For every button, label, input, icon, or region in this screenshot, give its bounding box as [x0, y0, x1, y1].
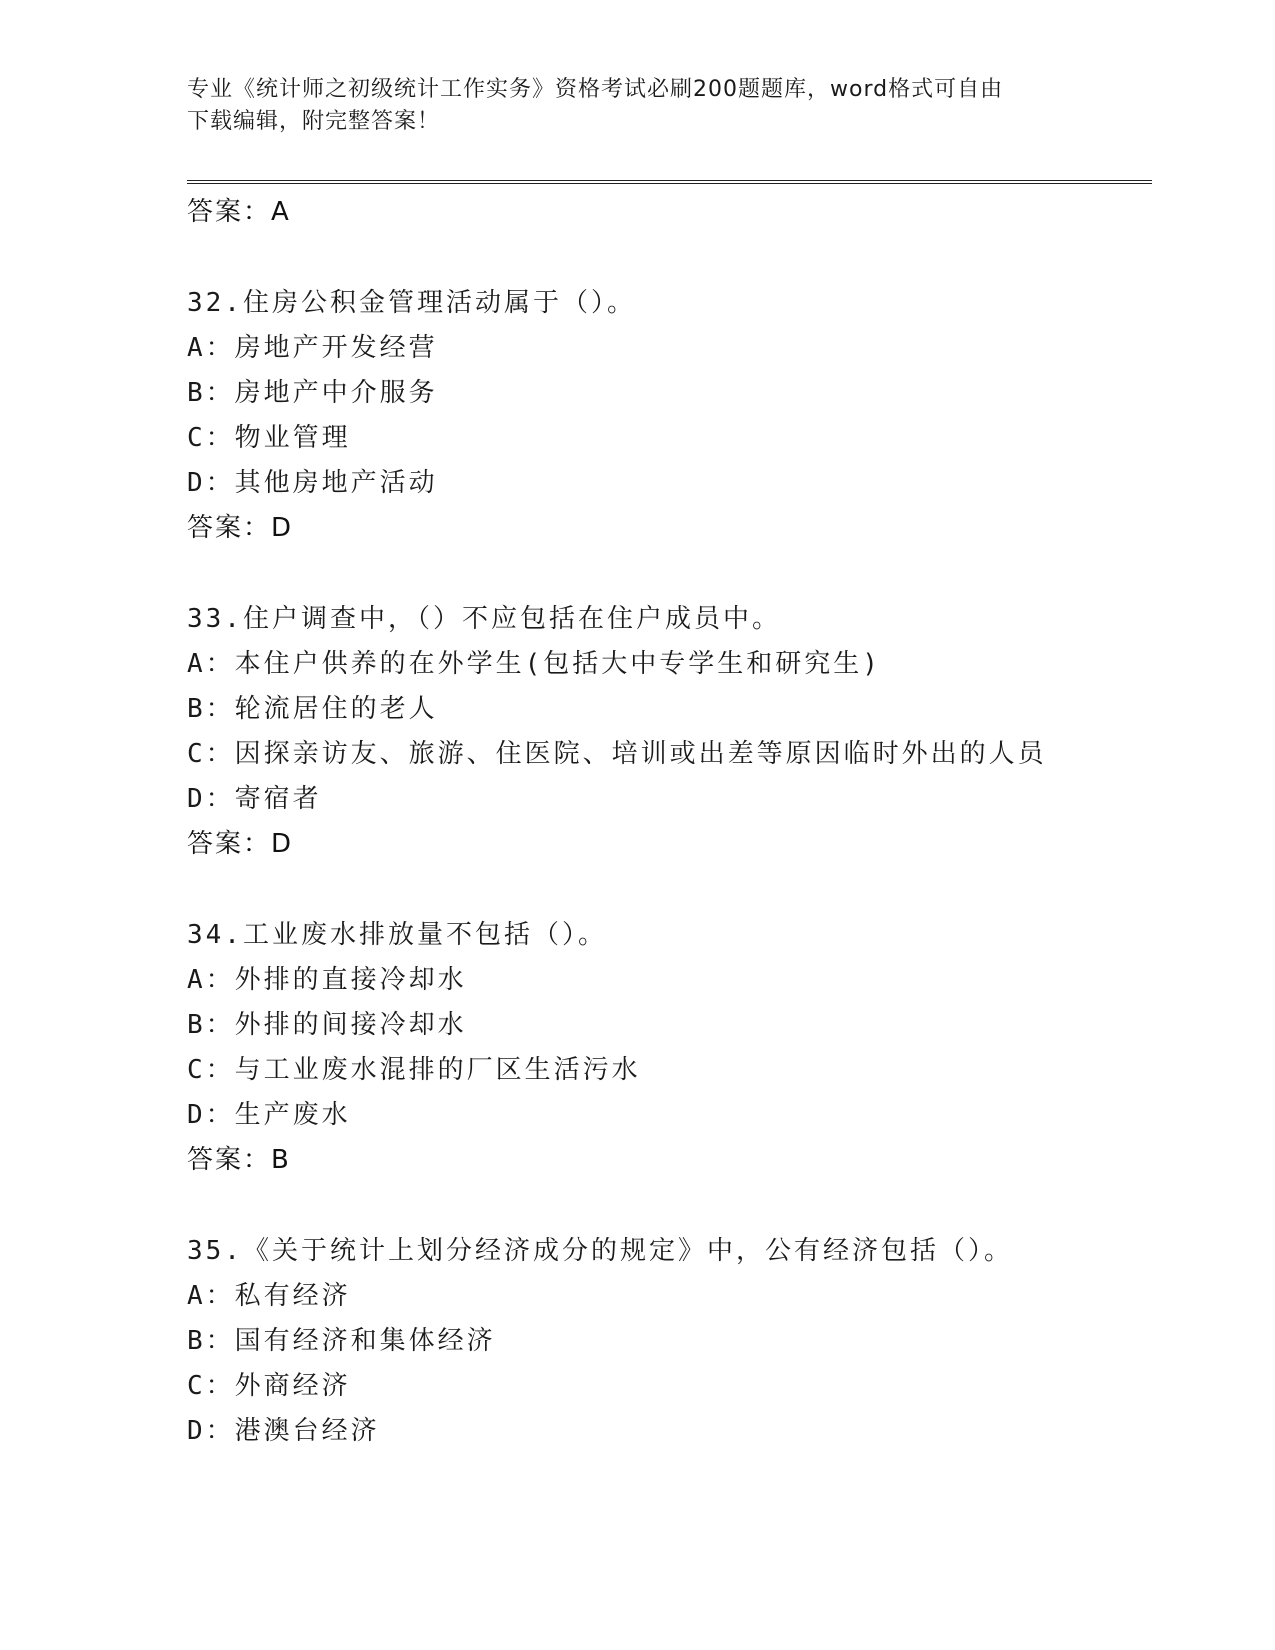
option-c: C：外商经济	[187, 1371, 351, 1401]
option-d: D：其他房地产活动	[187, 468, 438, 498]
question-stem: 32.住房公积金管理活动属于（）。	[187, 288, 636, 318]
option-a: A：外排的直接冷却水	[187, 965, 467, 995]
option-a: A：私有经济	[187, 1281, 351, 1311]
option-a: A：本住户供养的在外学生(包括大中专学生和研究生)	[187, 649, 881, 679]
answer: 答案：D	[187, 513, 294, 543]
question-32	[187, 281, 1147, 551]
option-b: B：外排的间接冷却水	[187, 1010, 467, 1040]
question-stem: 33.住户调查中，（）不应包括在住户成员中。	[187, 604, 781, 634]
option-d: D：生产废水	[187, 1100, 351, 1130]
question-33	[187, 597, 1147, 867]
option-c: C：物业管理	[187, 423, 351, 453]
question-34	[187, 913, 1147, 1183]
answer: 答案：B	[187, 1145, 291, 1175]
document-header	[187, 74, 1087, 138]
question-stem: 35.《关于统计上划分经济成分的规定》中，公有经济包括（）。	[187, 1236, 1013, 1266]
question-stem: 34.工业废水排放量不包括（）。	[187, 920, 607, 950]
option-d: D：寄宿者	[187, 784, 322, 814]
option-b: B：国有经济和集体经济	[187, 1326, 496, 1356]
option-b: B：轮流居住的老人	[187, 694, 438, 724]
answer: 答案：D	[187, 829, 294, 859]
header-divider	[187, 180, 1152, 184]
option-a: A：房地产开发经营	[187, 333, 438, 363]
spacer	[187, 1183, 1147, 1229]
spacer	[187, 551, 1147, 597]
question-35	[187, 1229, 1147, 1454]
option-c: C：与工业废水混排的厂区生活污水	[187, 1055, 641, 1085]
question-content	[187, 190, 1147, 1454]
spacer	[187, 867, 1147, 913]
option-b: B：房地产中介服务	[187, 378, 438, 408]
header-line-2: 下载编辑，附完整答案！	[187, 109, 441, 134]
option-d: D：港澳台经济	[187, 1416, 380, 1446]
option-c: C：因探亲访友、旅游、住医院、培训或出差等原因临时外出的人员	[187, 739, 1047, 769]
header-line-1: 专业《统计师之初级统计工作实务》资格考试必刷200题题库，word格式可自由	[187, 77, 1004, 102]
previous-answer: 答案：A	[187, 197, 291, 227]
spacer	[187, 235, 1147, 281]
